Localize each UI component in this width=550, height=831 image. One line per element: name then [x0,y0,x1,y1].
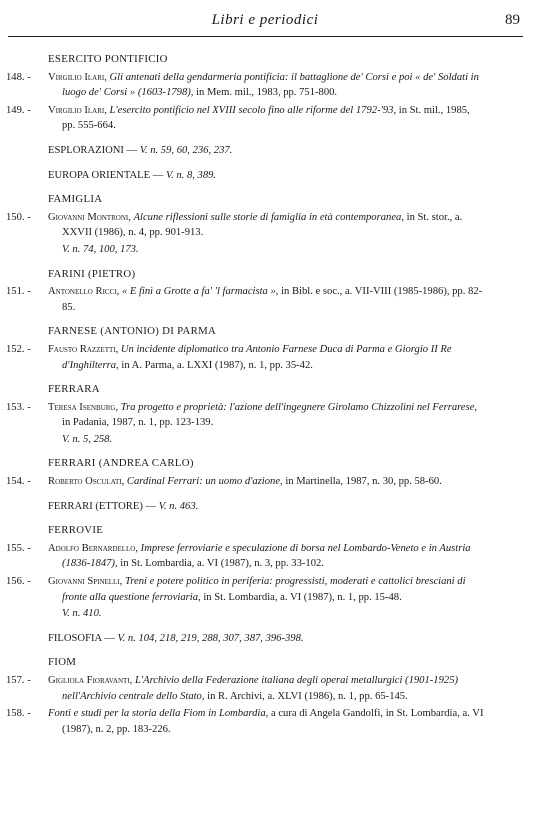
section-heading: FERRARI (ANDREA CARLO) [48,457,194,470]
entry-number: 148. - [6,71,31,83]
entry-citation: in St. Lombardia, a. VI (1987), n. 1, pp. 15-48. [203,591,402,603]
entry-author: Roberto Osculati, [48,476,125,488]
cross-reference [48,499,484,515]
entry-number: 155. - [6,542,31,554]
cross-heading: FILOSOFIA — [48,632,118,644]
entry-title: Gli antenati della gendarmeria pontificia: il battaglione de' Corsi e poi « de' Soldati in luogo de' Corsi » (1603-1798), [62,71,479,99]
bibliography-entry [6,706,484,737]
page-number: 89 [505,12,520,28]
bibliography-entry [6,474,484,490]
section-heading: FERROVIE [48,524,104,537]
entry-title: Cardinal Ferrari: un uomo d'azione, [126,476,283,488]
entry-title: L'esercito pontificio nel XVIII secolo fino alle riforme del 1792-'93, [109,104,397,116]
entry-author: Fausto Razzetti, [48,343,119,355]
cross-reference [48,168,484,184]
cross-heading: ESPLORAZIONI — [48,144,140,156]
see-also: V. n. 74, 100, 173. [62,243,139,255]
entry-citation: in A. Parma, a. LXXI (1987), n. 1, pp. 35-42. [121,359,313,371]
section-heading: FIOM [48,656,77,669]
entry-author: Virgilio Ilari, [48,71,107,83]
entry-author: Adolfo Bernardello, [48,542,139,554]
entry-number: 152. - [6,343,31,355]
see-also: V. n. 410. [62,608,102,620]
entry-number: 157. - [6,675,31,686]
entry-author: Virgilio Ilari, [48,104,107,116]
bibliography-entry [6,541,484,572]
bibliography-entry [6,574,484,605]
header-title: Libri e periodici [211,12,319,28]
entry-number: 158. - [6,708,31,720]
cross-heading: EUROPA ORIENTALE — [48,169,166,181]
entry-citation: in Mem. mil., 1983, pp. 751-800. [196,87,338,99]
section-heading: FERRARA [48,383,100,396]
bibliography-entry [6,284,484,315]
section-heading: FARINI (PIETRO) [48,267,136,280]
entry-title: « E finì a Grotte a fa' 'l farmacista », [121,286,279,298]
entry-title: Tra progetto e proprietà: l'azione dell'ingegnere Girolamo Chizzolini nel Ferrarese, [120,401,478,413]
cross-refs: V. n. 463. [158,500,199,512]
section-heading: FAMIGLIA [48,193,103,206]
entry-number: 150. - [6,211,31,223]
entry-author: Giovanni Spinelli, [48,576,123,588]
cross-refs: V. n. 59, 60, 236, 237. [139,144,233,156]
entry-citation: in St. Lombardia, a. VI (1987), n. 3, pp. 33-102. [120,558,324,570]
section-heading: FARNESE (ANTONIO) DI PARMA [48,325,217,338]
entry-citation: a cura di Angela Gandolfi, in St. Lombardia, a. VI (1987), n. 2, pp. 183-226. [62,708,484,735]
entry-title: Un incidente diplomatico tra Antonio Farnese Duca di Parma e Giorgio II Re d'Inghilterra, [62,343,452,371]
bibliography-entry [6,70,484,101]
entry-citation: in St. stor., a. XXVII (1986), n. 4, pp. 901-913. [62,211,463,239]
entry-title: Fonti e studi per la storia della Fiom in Lombardia, [48,708,269,720]
entry-author: Antonello Ricci, [48,286,120,298]
entry-author: Giovanni Montroni, [48,211,131,223]
entry-citation: in Padania, 1987, n. 1, pp. 123-139. [62,417,214,429]
running-header [10,10,520,34]
entry-citation: in R. Archivi, a. XLVI (1986), n. 1, pp. 65-145. [207,690,408,702]
cross-refs: V. n. 8, 389. [165,169,217,181]
entry-number: 156. - [6,576,31,588]
entry-author: Teresa Isenburg, [48,401,119,413]
see-also: V. n. 5, 258. [62,433,113,445]
entry-citation: in St. mil., 1985, pp. 555-664. [62,104,470,132]
bibliography-entry [6,400,484,431]
cross-heading: FERRARI (ETTORE) — [48,500,159,512]
bibliography-entry [6,342,484,373]
entry-title: Alcune riflessioni sulle storie di famiglia in età contemporanea, [133,211,404,223]
cross-reference [48,143,484,159]
entry-number: 149. - [6,104,31,116]
cross-reference [48,631,484,647]
entry-author: Gigliola Fioravanti, [48,675,133,686]
header-rule [8,36,523,37]
entry-number: 151. - [6,286,31,298]
bibliography-body [6,52,484,738]
entry-number: 154. - [6,476,31,488]
cross-refs: V. n. 104, 218, 219, 288, 307, 387, 396-398. [117,632,304,644]
entry-citation: in Martinella, 1987, n. 30, pp. 58-60. [285,476,442,488]
entry-title: Imprese ferroviarie e speculazione di borsa nel Lombardo-Veneto e in Austria (1836-1847), [62,542,471,570]
entry-title: Treni e potere politico in periferia: progressisti, moderati e cattolici bresciani di fronte alla questione ferroviaria, [62,576,466,603]
bibliography-entry [6,673,484,704]
section-heading: ESERCITO PONTIFICIO [48,53,168,65]
bibliography-entry [6,210,484,241]
entry-number: 153. - [6,401,31,413]
entry-citation: in Bibl. e soc., a. VII-VIII (1985-1986), pp. 82-85. [62,286,483,313]
entry-title: L'Archivio della Federazione italiana degli operai metallurgici (1901-1925) nell'Archivio centrale dello Stato, [62,675,459,702]
bibliography-entry [6,103,484,134]
